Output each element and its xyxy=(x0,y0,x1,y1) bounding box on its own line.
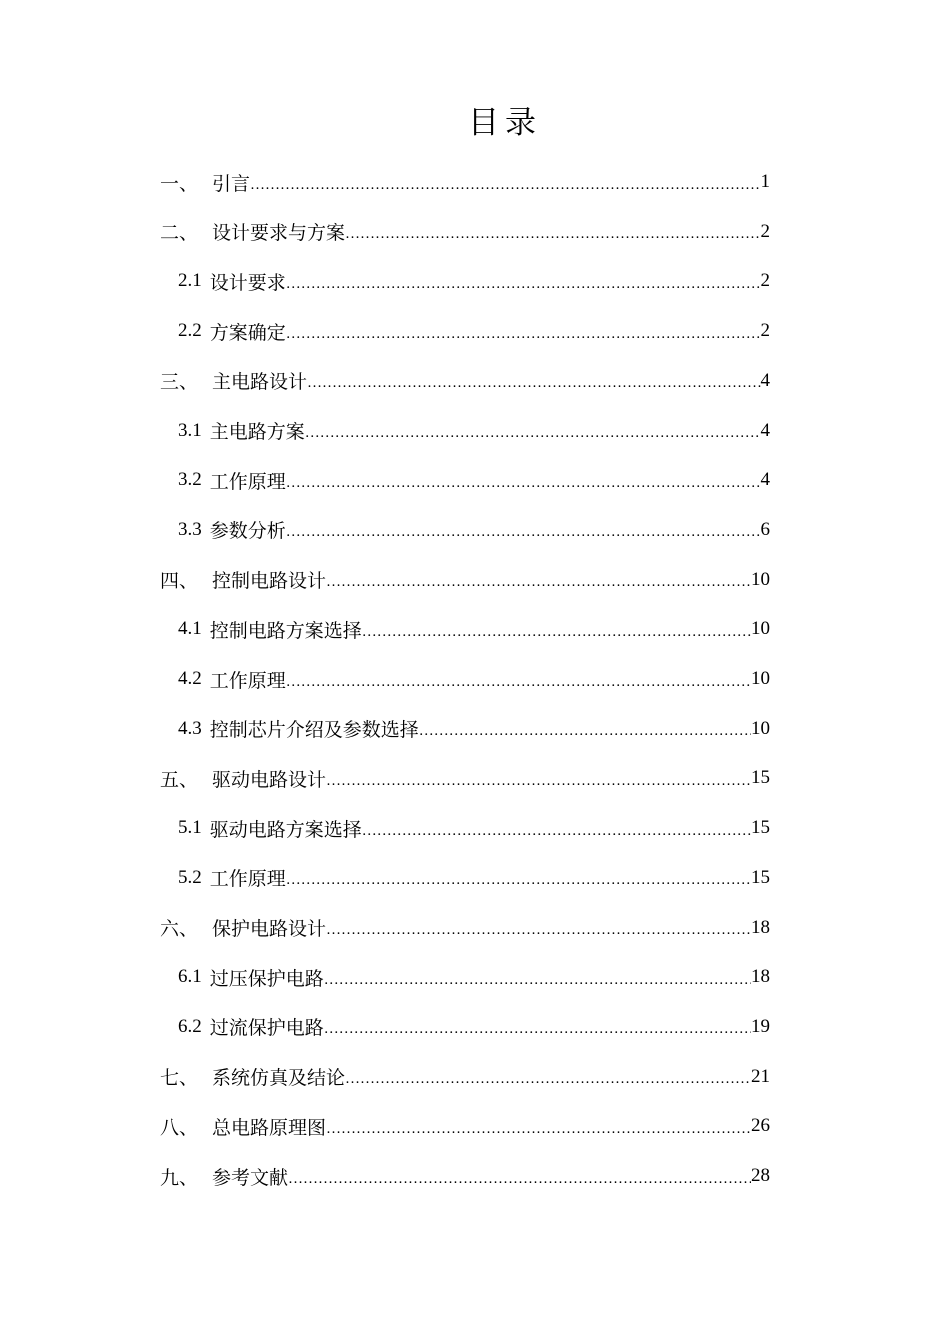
toc-entry-label: 引言 xyxy=(212,172,251,195)
toc-entry-page-number: 18 xyxy=(751,966,770,988)
toc-entry-page-number: 4 xyxy=(760,419,770,441)
toc-entry-number: 4.2 xyxy=(178,668,202,689)
toc-entry[interactable] xyxy=(178,1007,770,1047)
toc-entry[interactable] xyxy=(178,411,770,451)
toc-entry-number: 4.1 xyxy=(178,618,202,640)
toc-entry[interactable] xyxy=(178,311,770,351)
toc-entry-number: 七、 xyxy=(160,1068,199,1090)
toc-entry-label: 方案确定 xyxy=(209,321,286,344)
toc-dot-leader xyxy=(307,369,760,392)
toc-entry-number: 四、 xyxy=(160,571,199,593)
toc-entry-label: 系统仿真及结论 xyxy=(212,1067,346,1090)
toc-dot-leader xyxy=(286,518,761,541)
toc-dot-leader xyxy=(286,270,761,293)
toc-entry-page-number: 6 xyxy=(760,518,770,540)
toc-entry-page-number: 15 xyxy=(751,817,770,839)
toc-entry-page-number: 10 xyxy=(751,618,770,640)
toc-entry[interactable] xyxy=(160,361,770,401)
toc-entry-number: 八、 xyxy=(160,1117,199,1139)
toc-entry[interactable] xyxy=(178,510,770,550)
toc-entry-label: 驱动电路方案选择 xyxy=(209,818,362,841)
toc-entry-number: 3.1 xyxy=(178,419,202,441)
toc-entry-label: 主电路方案 xyxy=(209,421,305,443)
toc-dot-leader xyxy=(305,419,761,442)
toc-entry-page-number: 19 xyxy=(751,1015,770,1037)
toc-dot-leader xyxy=(362,618,751,641)
toc-entry-label: 驱动电路设计 xyxy=(212,768,327,791)
toc-entry-number: 3.2 xyxy=(178,469,202,491)
toc-dot-leader xyxy=(286,320,761,343)
toc-entry-number: 2.2 xyxy=(178,320,202,342)
toc-entry-label: 设计要求与方案 xyxy=(212,222,346,245)
toc-entry-page-number: 1 xyxy=(760,171,770,192)
toc-dot-leader xyxy=(324,966,751,989)
toc-entry[interactable] xyxy=(178,957,770,997)
toc-entry-page-number: 4 xyxy=(760,469,770,491)
toc-entry-number: 5.2 xyxy=(178,866,202,888)
toc-entry[interactable] xyxy=(160,212,770,252)
toc-entry-page-number: 15 xyxy=(751,767,770,789)
toc-entry-label: 控制电路方案选择 xyxy=(209,619,362,642)
toc-dot-leader xyxy=(324,1015,751,1038)
toc-entry-number: 6.1 xyxy=(178,966,202,988)
toc-entry-label: 过压保护电路 xyxy=(209,967,324,990)
toc-entry-page-number: 4 xyxy=(760,369,770,391)
toc-dot-leader xyxy=(326,916,751,939)
toc-entry-label: 工作原理 xyxy=(209,669,286,692)
toc-dot-leader xyxy=(326,767,751,790)
toc-entry-page-number: 21 xyxy=(751,1065,770,1087)
toc-entry-page-number: 10 xyxy=(751,668,770,689)
toc-entry[interactable] xyxy=(178,659,770,699)
toc-entry-label: 控制电路设计 xyxy=(212,570,327,593)
toc-dot-leader xyxy=(419,717,751,740)
toc-entry[interactable] xyxy=(178,261,770,301)
toc-entry-label: 设计要求 xyxy=(209,271,286,294)
toc-entry-label: 参数分析 xyxy=(209,520,286,543)
toc-entry-number: 三、 xyxy=(160,372,199,394)
toc-entry-page-number: 10 xyxy=(751,568,770,590)
toc-dot-leader xyxy=(362,817,751,840)
toc-entry-page-number: 2 xyxy=(760,320,770,342)
toc-entry[interactable] xyxy=(160,908,770,948)
toc-dot-leader xyxy=(326,568,751,591)
toc-entry[interactable] xyxy=(178,858,770,898)
toc-dot-leader xyxy=(345,1065,751,1088)
toc-dot-leader xyxy=(288,1165,751,1188)
toc-entry-label: 过流保护电路 xyxy=(209,1017,324,1040)
toc-dot-leader xyxy=(286,469,761,492)
toc-dot-leader xyxy=(326,1115,751,1138)
toc-entry-number: 4.3 xyxy=(178,717,202,739)
toc-entry-label: 工作原理 xyxy=(209,470,286,493)
toc-entry-number: 六、 xyxy=(160,919,199,940)
toc-entry-label: 控制芯片介绍及参数选择 xyxy=(209,719,419,742)
toc-entry[interactable] xyxy=(160,1156,770,1196)
toc-entry-label: 主电路设计 xyxy=(212,371,308,394)
toc-entry[interactable] xyxy=(160,1057,770,1097)
toc-entry[interactable] xyxy=(178,808,770,848)
toc-dot-leader xyxy=(286,668,751,691)
toc-entry-page-number: 2 xyxy=(760,270,770,292)
toc-entry-label: 保护电路设计 xyxy=(212,918,327,940)
toc-entry-label: 工作原理 xyxy=(209,868,286,891)
toc-entry-number: 一、 xyxy=(160,173,199,195)
toc-entry-number: 5.1 xyxy=(178,817,202,839)
toc-entry-label: 参考文献 xyxy=(212,1166,289,1189)
toc-entry-page-number: 18 xyxy=(751,916,770,938)
toc-entry[interactable] xyxy=(178,709,770,749)
toc-entry-page-number: 15 xyxy=(751,866,770,888)
toc-dot-leader xyxy=(250,171,760,194)
toc-entry[interactable] xyxy=(160,162,770,202)
toc-entry[interactable] xyxy=(160,1106,770,1146)
toc-entry[interactable] xyxy=(160,560,770,600)
toc-entry-page-number: 2 xyxy=(760,220,770,242)
toc-entry-number: 二、 xyxy=(160,223,199,245)
toc-entry-page-number: 10 xyxy=(751,717,770,739)
toc-entry-number: 3.3 xyxy=(178,518,202,540)
toc-entry-number: 2.1 xyxy=(178,270,202,292)
toc-entry-page-number: 28 xyxy=(751,1165,770,1186)
toc-dot-leader xyxy=(345,220,760,243)
toc-entry-number: 五、 xyxy=(160,769,199,791)
toc-entry-number: 九、 xyxy=(160,1167,199,1189)
toc-entry[interactable] xyxy=(178,609,770,649)
toc-entry-page-number: 26 xyxy=(751,1115,770,1137)
toc-entry[interactable] xyxy=(160,758,770,798)
toc-entry[interactable] xyxy=(178,460,770,500)
toc-dot-leader xyxy=(286,866,751,889)
toc-title: 目录 xyxy=(468,105,542,141)
toc-entry-label: 总电路原理图 xyxy=(212,1116,327,1139)
toc-entry-number: 6.2 xyxy=(178,1015,202,1037)
